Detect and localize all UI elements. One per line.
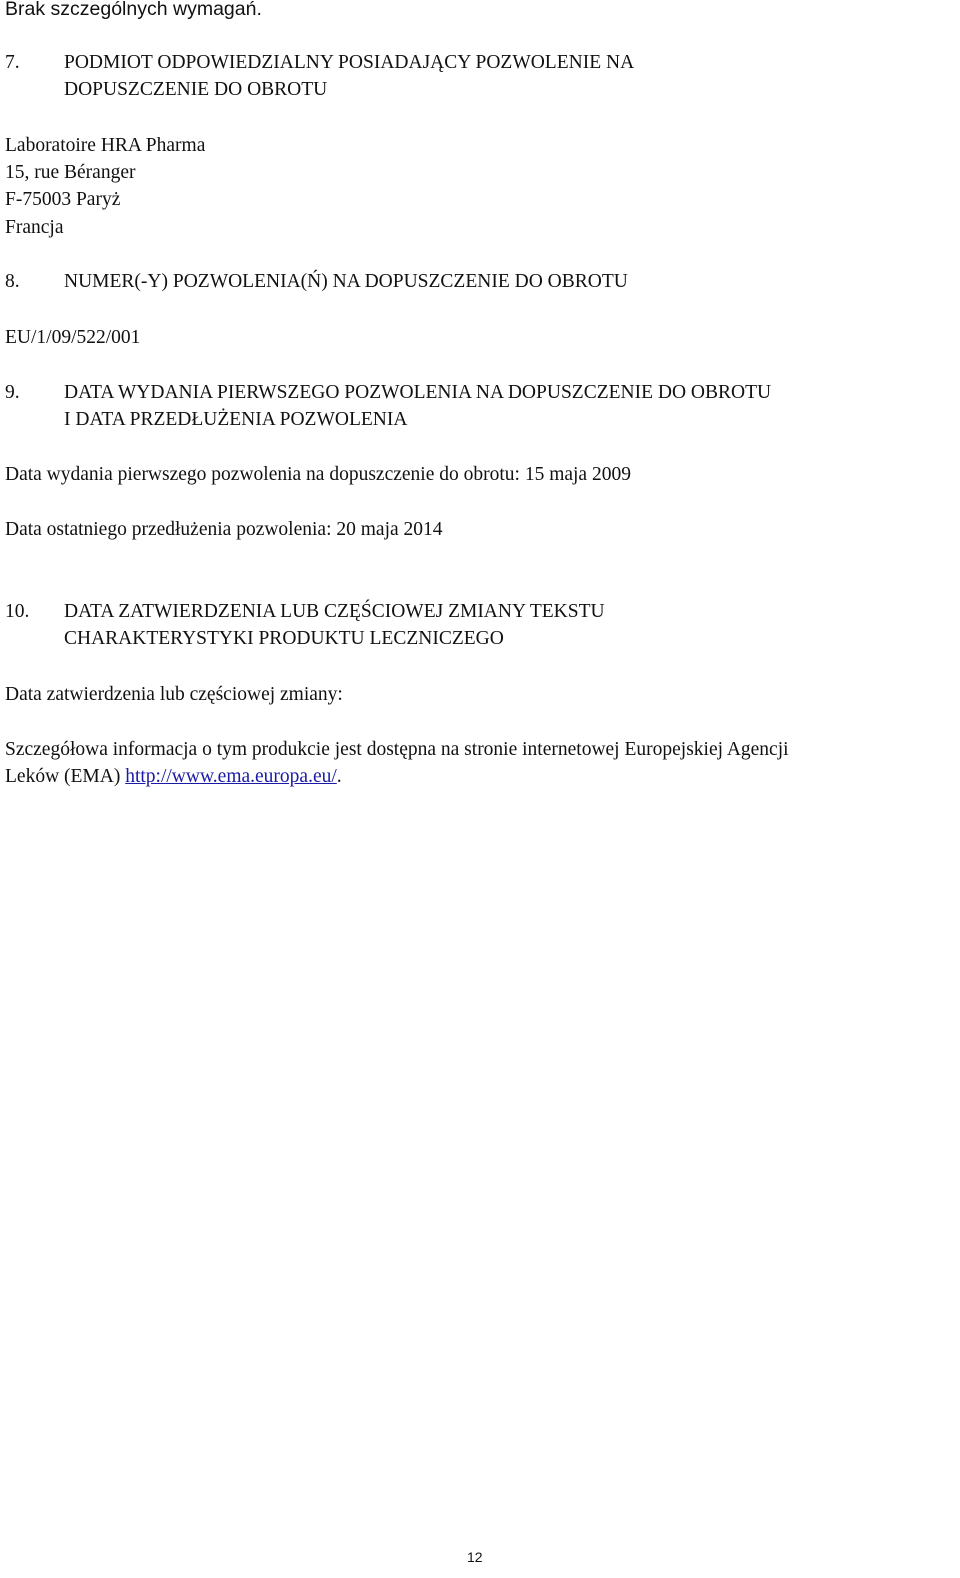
section-title: DATA ZATWIERDZENIA LUB CZĘŚCIOWEJ ZMIANY TEKSTU [64, 601, 605, 622]
section-title: DOPUSZCZENIE DO OBROTU [64, 79, 328, 100]
revision-date-label: Data zatwierdzenia lub częściowej zmiany: [5, 684, 343, 705]
section-title: NUMER(-Y) POZWOLENIA(Ń) NA DOPUSZCZENIE DO OBROTU [64, 271, 628, 292]
top-note: Brak szczególnych wymagań. [5, 0, 262, 20]
section-number: 8. [5, 271, 20, 292]
address-line: 15, rue Béranger [5, 162, 136, 183]
section-number: 7. [5, 52, 20, 73]
address-line: Francja [5, 217, 64, 238]
section-number: 9. [5, 382, 20, 403]
address-line: F-75003 Paryż [5, 189, 121, 210]
section-title: CHARAKTERYSTYKI PRODUKTU LECZNICZEGO [64, 628, 504, 649]
info-text: Szczegółowa informacja o tym produkcie jest dostępna na stronie internetowej Europejskiej Agencji [5, 739, 789, 760]
ema-link[interactable]: http://www.ema.europa.eu/ [125, 766, 337, 787]
info-text-line2 [5, 763, 342, 790]
address-line: Laboratoire HRA Pharma [5, 135, 206, 156]
section-number: 10. [5, 601, 30, 622]
authorisation-number: EU/1/09/522/001 [5, 327, 141, 348]
section-title: DATA WYDANIA PIERWSZEGO POZWOLENIA NA DOPUSZCZENIE DO OBROTU [64, 382, 772, 403]
section-title: I DATA PRZEDŁUŻENIA POZWOLENIA [64, 409, 408, 430]
page-number: 12 [467, 1549, 483, 1565]
first-authorisation-date: Data wydania pierwszego pozwolenia na dopuszczenie do obrotu: 15 maja 2009 [5, 464, 631, 485]
section-title: PODMIOT ODPOWIEDZIALNY POSIADAJĄCY POZWOLENIE NA [64, 52, 635, 73]
info-text-suffix: . [336, 766, 342, 787]
info-text-prefix: Leków (EMA) [5, 766, 126, 787]
last-renewal-date: Data ostatniego przedłużenia pozwolenia: 20 maja 2014 [5, 519, 443, 540]
